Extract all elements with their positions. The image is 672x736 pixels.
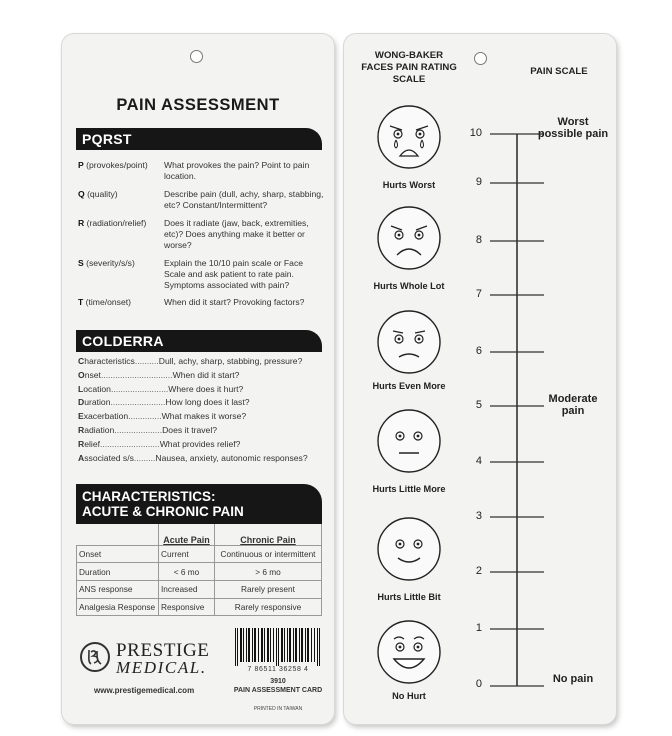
hang-hole: [190, 50, 203, 63]
table-row: Duration < 6 mo > 6 mo: [77, 563, 322, 581]
printed-in: PRINTED IN TAIWAN: [253, 706, 303, 712]
scale-number: 8: [475, 234, 482, 246]
faces-scale-heading: WONG-BAKER FACES PAIN RATING SCALE: [361, 50, 457, 85]
colderra-row: A ssociated s/s ......... Nausea, anxiety, autonomic responses?: [78, 452, 308, 463]
website-url: www.prestigemedical.com: [94, 686, 195, 695]
scale-number: 7: [475, 288, 482, 300]
table-row: Analgesia Response Responsive Rarely responsive: [77, 598, 322, 616]
colderra-heading: COLDERRA: [76, 330, 322, 352]
face-label-hurts-whole-lot: Hurts Whole Lot: [373, 281, 445, 291]
product-number: 3910: [270, 678, 286, 685]
colderra-row: R elief ......................... What provides relief?: [78, 438, 241, 449]
brand-name: PRESTIGE: [116, 640, 210, 661]
face-label-hurts-little-more: Hurts Little More: [372, 484, 446, 494]
table-row: Onset Current Continuous or intermittent: [77, 545, 322, 563]
face-label-no-hurt: No Hurt: [392, 691, 426, 701]
neutral-face-icon: [376, 408, 442, 474]
label-moderate-pain: Moderate pain: [548, 393, 598, 417]
prestige-logo-icon: [80, 642, 110, 672]
colderra-row: R adiation .................... Does it travel?: [78, 424, 218, 435]
colderra-row: C haracteristics .......... Dull, achy, sharp, stabbing, pressure?: [78, 356, 303, 366]
scale-number: 6: [475, 345, 482, 357]
colderra-row: D uration ....................... How long does it last?: [78, 397, 250, 408]
face-label-hurts-even-more: Hurts Even More: [372, 381, 446, 391]
card-title: PAIN ASSESSMENT: [116, 96, 280, 114]
face-label-hurts-little-bit: Hurts Little Bit: [377, 592, 441, 602]
pain-assessment-card: PAIN ASSESSMENT PQRST P (provokes/point) What provokes the pain? Point to pain location. Q (quality) Describe pain (dull, achy, sharp, stabbing, etc? Constant/Intermittent? R (radiation/relief) Does it radiate (jaw, back, extremities, etc)? Does anything make it better or worse? S (severity/s/s) Explain the 10/10 pain scale or Face Scale and ask patient to rate pain. Symptoms associated with pain? T (time/onset) When did it start? Provoking factors? COLDERRA C haracteristics .......... Dull, achy, sharp, stabbing, pressure? O nset .............................. When did it start? L ocation ........................ Where does it hurt? D uration ....................... How long does it last? E xacerbation .............. What makes it worse? R adiation .................... Does it travel? R elief ......................... What provides relief? A ssociated s/s ......... Nausea, anxiety, autonomic responses? CHARACTERISTICS: ACUTE & CHRONIC PAIN Acute Pain Chronic Pain Onset Current Continuous or intermittent Duration < 6 mo > 6 mo ANS response Increased Rarely present Analgesia Response Responsive Rarely responsive PRESTIGE MEDICAL. www.prestigemedical.com 7 86511 36258 4 3910 PAIN ASSESSMENT CARD PRINTED IN TAIWAN: [62, 34, 334, 724]
colderra-section: [78, 355, 324, 465]
face-label-hurts-worst: Hurts Worst: [382, 180, 436, 190]
scale-number: 1: [475, 622, 482, 634]
smiling-face-icon: [376, 516, 442, 582]
scale-number: 2: [475, 565, 482, 577]
scale-number: 10: [469, 127, 482, 139]
sad-face-icon: [376, 309, 442, 375]
crying-face-icon: [376, 104, 442, 170]
chronic-pain-header: Chronic Pain: [215, 524, 322, 545]
barcode-icon: [235, 628, 321, 666]
label-worst-possible-pain: Worst possible pain: [537, 116, 609, 140]
acute-pain-header: Acute Pain: [159, 524, 215, 545]
scale-number: 0: [475, 678, 482, 690]
hang-hole: [474, 52, 487, 65]
product-name: PAIN ASSESSMENT CARD: [233, 687, 323, 694]
scale-number: 9: [475, 176, 482, 188]
pain-scale-heading: PAIN SCALE: [530, 66, 588, 77]
colderra-row: E xacerbation .............. What makes it worse?: [78, 411, 247, 422]
pain-scale-ruler: [484, 128, 544, 690]
table-row: ANS response Increased Rarely present: [77, 580, 322, 598]
brand-subname: MEDICAL.: [116, 658, 207, 677]
characteristics-heading: CHARACTERISTICS: ACUTE & CHRONIC PAIN: [76, 484, 322, 524]
pqrst-heading: PQRST: [76, 128, 322, 150]
colderra-row: L ocation ........................ Where does it hurt?: [78, 383, 244, 394]
barcode-number: 7 86511 36258 4: [247, 666, 309, 673]
very-sad-face-icon: [376, 205, 442, 271]
happy-face-icon: [376, 619, 442, 685]
characteristics-table: [76, 524, 322, 616]
label-no-pain: No pain: [552, 673, 594, 685]
scale-number: 3: [475, 510, 482, 522]
pain-scale-card: [344, 34, 616, 724]
colderra-row: O nset .............................. When did it start?: [78, 369, 240, 380]
scale-number: 4: [475, 455, 482, 467]
scale-number: 5: [475, 399, 482, 411]
table-header-row: [77, 524, 322, 545]
